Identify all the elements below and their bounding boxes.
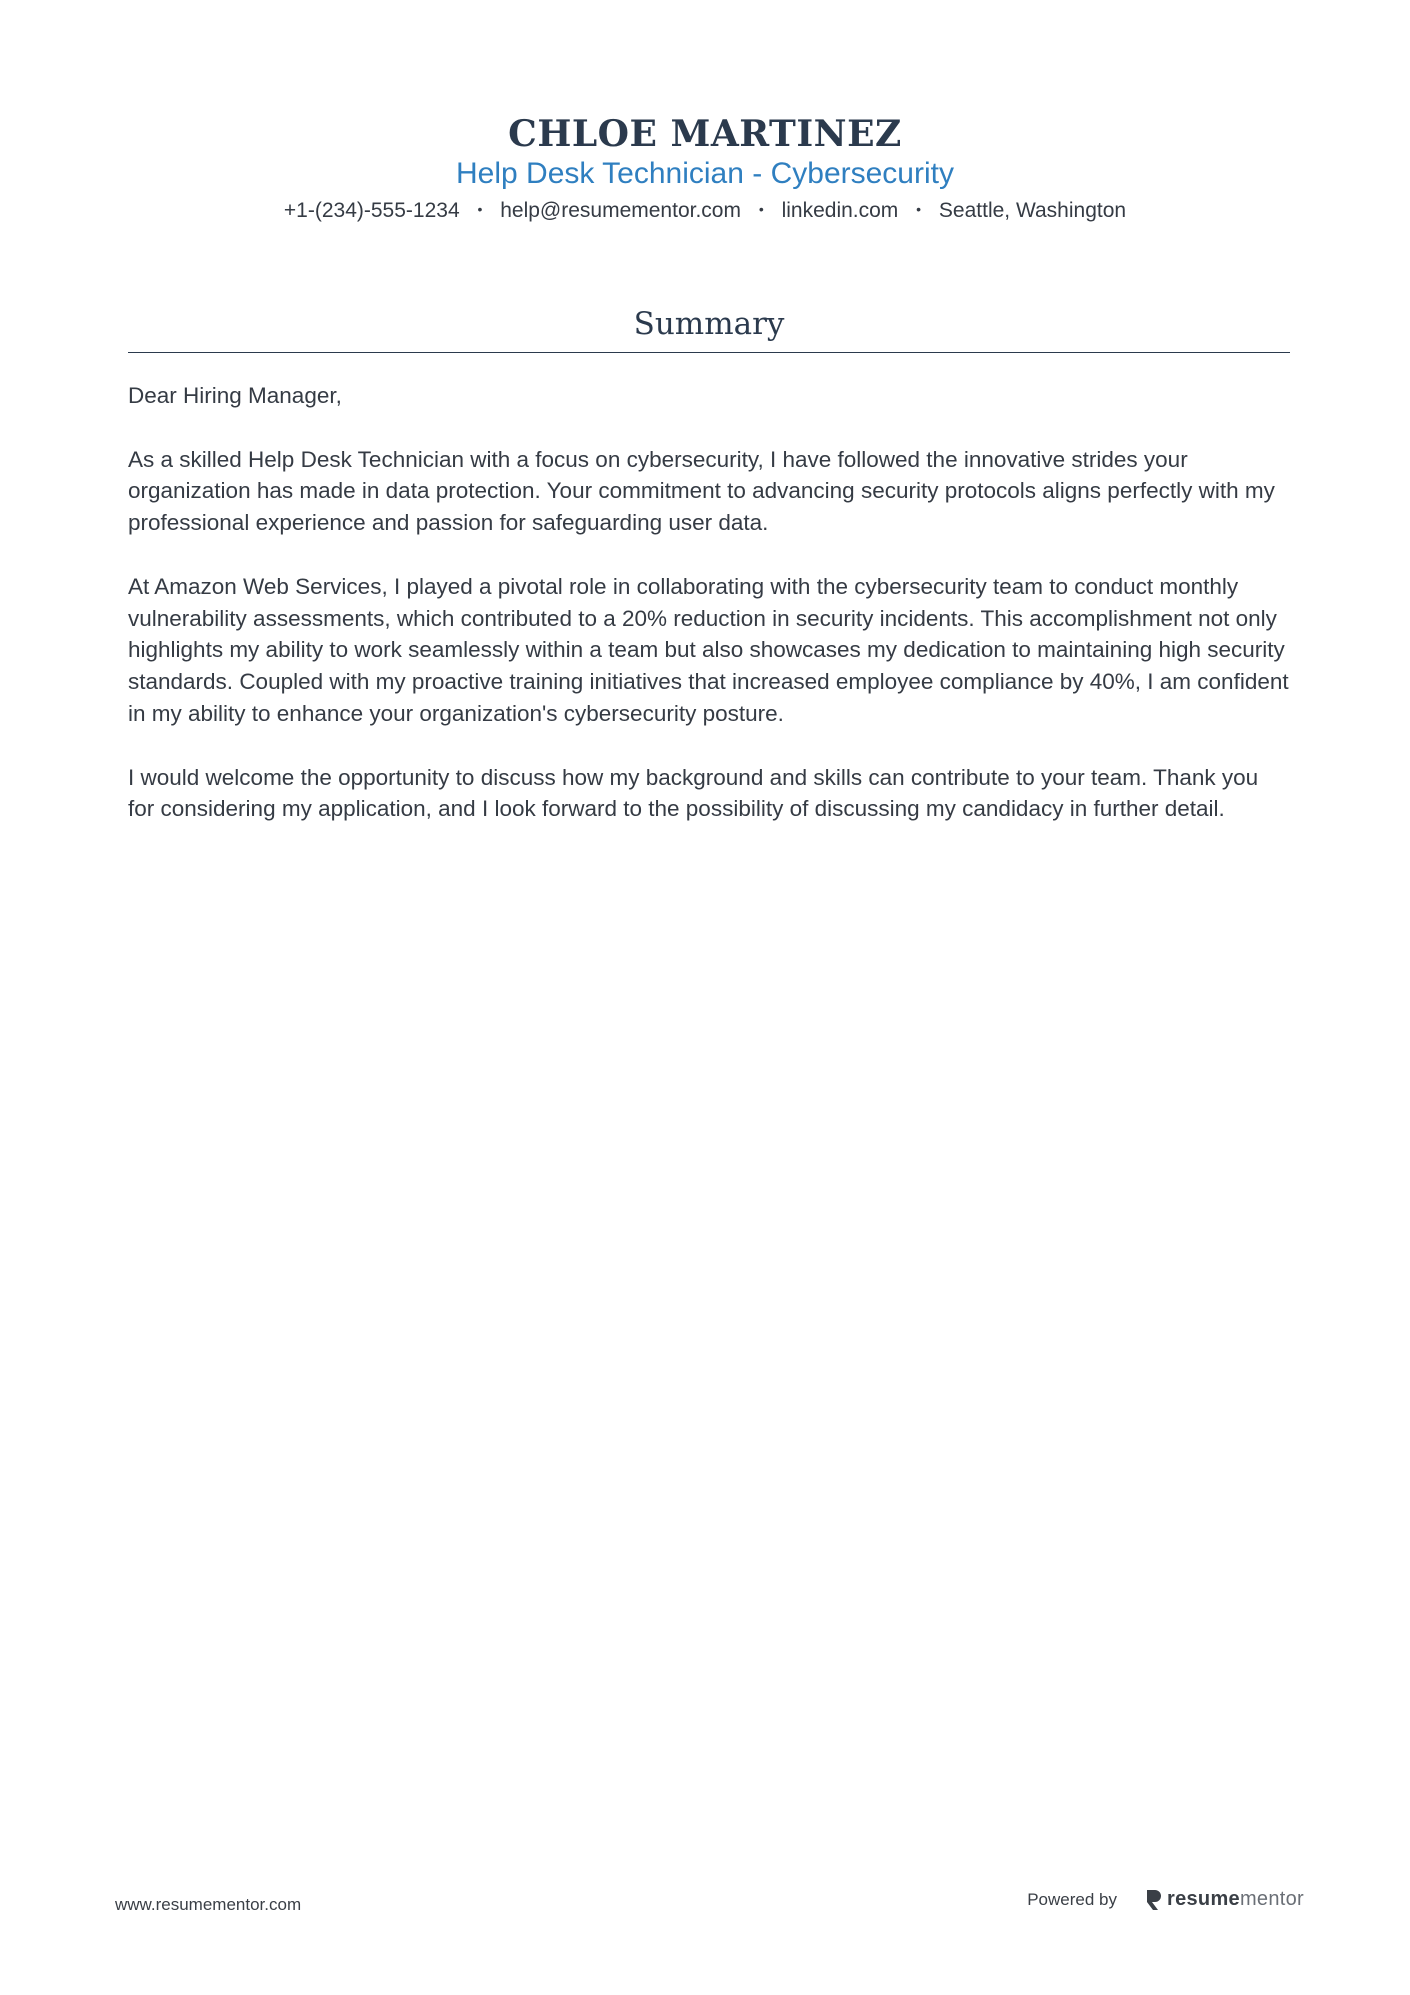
letter-salutation: Dear Hiring Manager, — [128, 383, 342, 408]
contact-location: Seattle, Washington — [938, 199, 1127, 222]
resume-header — [0, 112, 1410, 226]
bullet-separator: • — [477, 201, 483, 217]
letter-paragraph: I would welcome the opportunity to discuss how my background and skills can contribute to your team. Thank you for considering my application, and I look forward to the possibility of discussing my candidacy in further detail. — [128, 764, 1259, 822]
job-title: Help Desk Technician - Cybersecurity — [456, 157, 954, 190]
bullet-separator: • — [916, 201, 922, 217]
brand-logo[interactable] — [1145, 1888, 1304, 1911]
powered-by-label: Powered by — [1027, 1889, 1117, 1909]
contact-linkedin[interactable]: linkedin.com — [781, 199, 899, 222]
letter-paragraph: At Amazon Web Services, I played a pivotal role in collaborating with the cybersecurity team to conduct monthly vulnerability assessments, which contributed to a 20% reduction in security incidents. This accomplishment not only highlights my ability to work seamlessly within a team but also showcases my dedication to maintaining high security standards. Coupled with my proactive training initiatives that increased employee compliance by 40%, I am confident in my ability to enhance your organization's cybersecurity posture. — [128, 573, 1289, 726]
section-divider — [128, 352, 1290, 353]
resumementor-logo-icon — [1145, 1889, 1163, 1911]
cover-letter-body — [128, 380, 1290, 857]
footer-branding — [1027, 1888, 1304, 1911]
contact-line — [0, 194, 1410, 226]
contact-email[interactable]: help@resumementor.com — [500, 199, 741, 222]
footer-website-link[interactable]: www.resumementor.com — [115, 1895, 302, 1914]
brand-name-part1: resume — [1167, 1888, 1240, 1910]
contact-phone: +1-(234)-555-1234 — [283, 199, 460, 222]
section-heading-summary: Summary — [633, 306, 785, 342]
bullet-separator: • — [758, 201, 764, 217]
brand-name-part2: mentor — [1239, 1888, 1304, 1910]
candidate-name: CHLOE MARTINEZ — [508, 113, 902, 155]
letter-paragraph: As a skilled Help Desk Technician with a focus on cybersecurity, I have followed the innovative strides your organization has made in data protection. Your commitment to advancing security protocols aligns perfectly with my professional experience and passion for safeguarding user data. — [128, 446, 1275, 536]
